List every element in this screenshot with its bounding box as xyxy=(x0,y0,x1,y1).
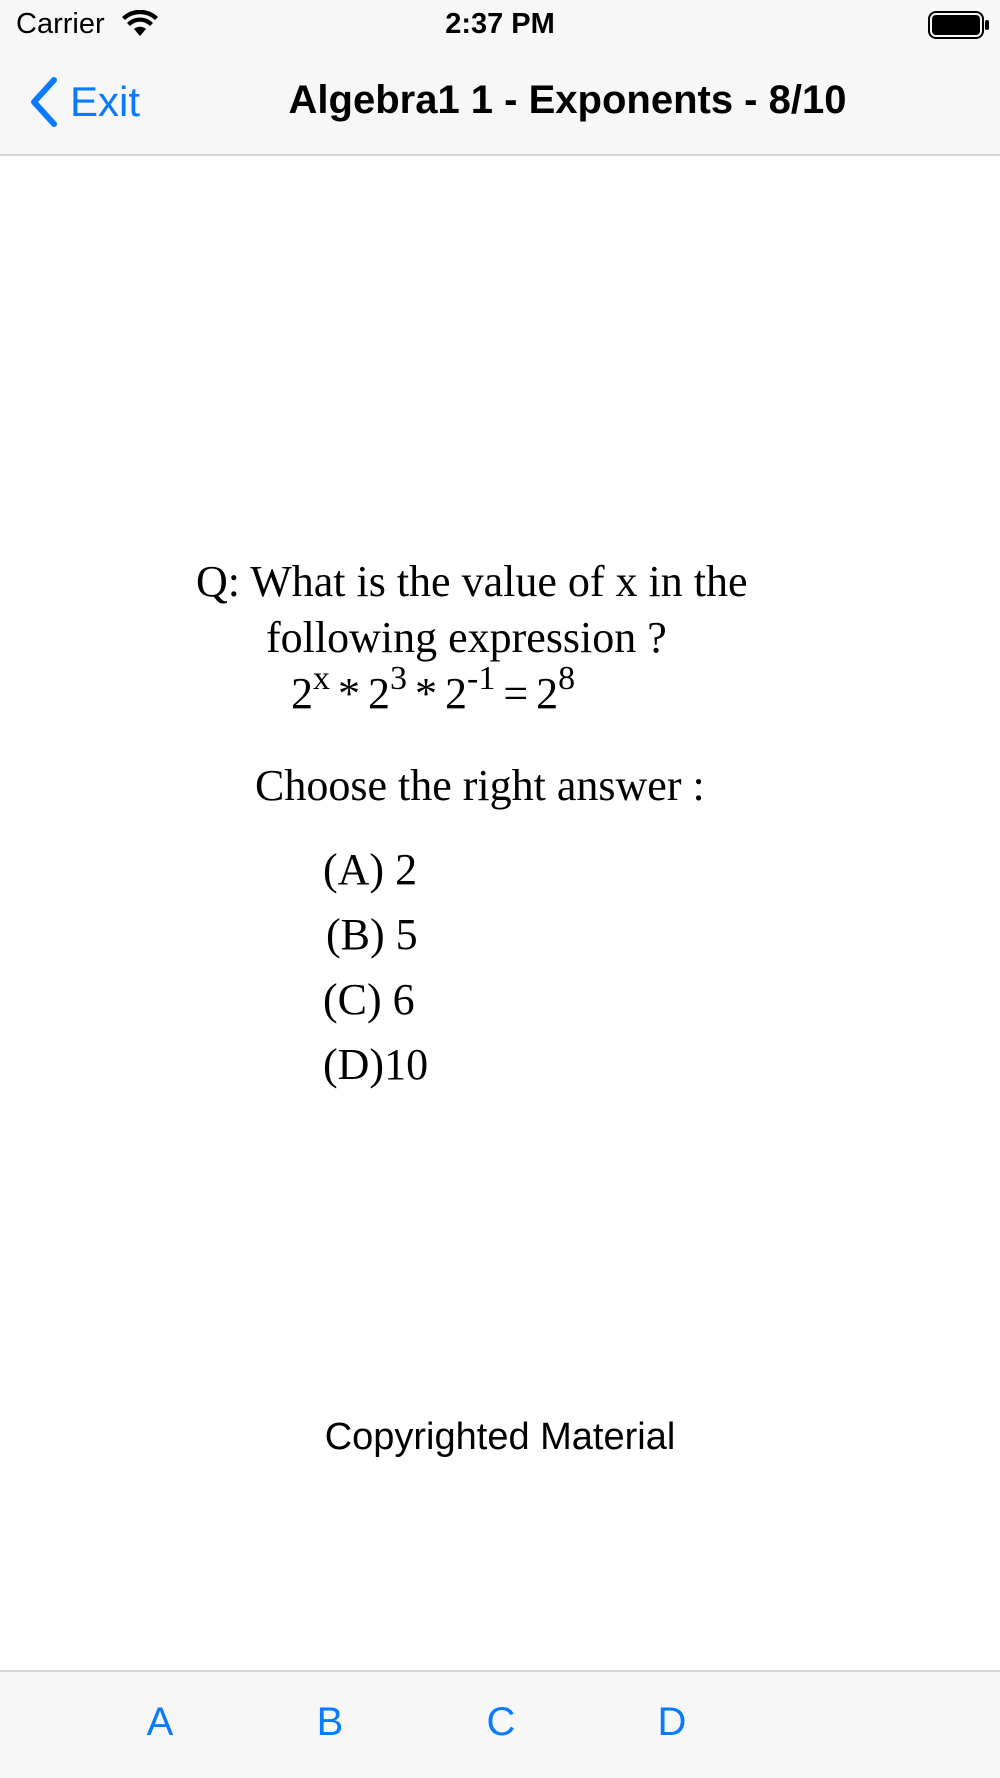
navigation-bar xyxy=(0,52,1000,156)
equation-operator: * xyxy=(338,669,360,718)
carrier-label: Carrier xyxy=(16,8,105,40)
equation-exponent: -1 xyxy=(467,660,496,697)
option-c: (C) 6 xyxy=(323,975,415,1024)
answer-button-c[interactable]: C xyxy=(486,1700,516,1744)
exit-button[interactable] xyxy=(26,74,140,130)
question-equation xyxy=(291,660,576,719)
question-line-2: following expression ? xyxy=(266,613,667,662)
equation-base: 2 xyxy=(291,669,313,718)
answer-button-a[interactable]: A xyxy=(146,1700,174,1744)
equation-exponent: 3 xyxy=(390,660,407,697)
equation-exponent: x xyxy=(313,660,330,697)
option-b: (B) 5 xyxy=(326,910,418,959)
option-a: (A) 2 xyxy=(323,845,418,894)
exit-button-label: Exit xyxy=(70,78,141,125)
answer-prompt: Choose the right answer : xyxy=(255,761,705,810)
option-d: (D)10 xyxy=(323,1040,429,1089)
answer-bar xyxy=(0,1670,1000,1778)
equation-equals: = xyxy=(503,669,529,718)
equation-exponent: 8 xyxy=(558,660,576,697)
equation-operator: * xyxy=(415,669,437,718)
status-bar xyxy=(0,0,1000,52)
answer-button-d[interactable]: D xyxy=(657,1700,687,1744)
page-title: Algebra1 1 - Exponents - 8/10 xyxy=(288,78,847,122)
equation-base: 2 xyxy=(445,669,467,718)
copyright-label: Copyrighted Material xyxy=(324,1416,676,1458)
equation-base: 2 xyxy=(368,669,390,718)
question-line-1: Q: What is the value of x in the xyxy=(196,557,748,606)
battery-icon xyxy=(928,10,990,40)
answer-button-b[interactable]: B xyxy=(316,1700,344,1744)
chevron-left-icon xyxy=(26,76,60,128)
status-time: 2:37 PM xyxy=(445,8,555,40)
equation-base: 2 xyxy=(536,669,559,718)
